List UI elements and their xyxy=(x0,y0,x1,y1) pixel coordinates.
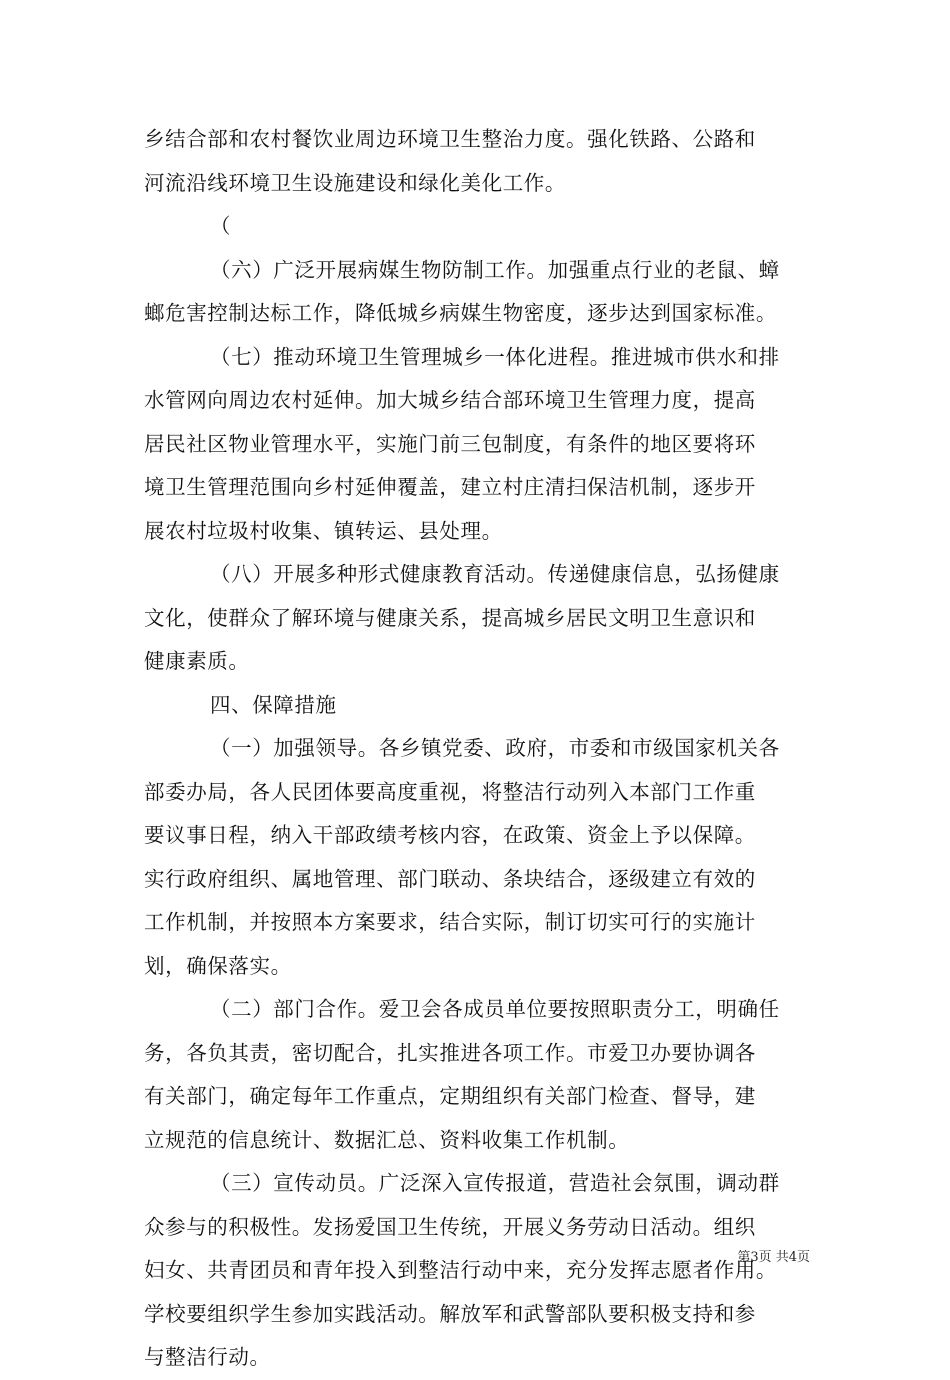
text-line: 水管网向周边农村延伸。加大城乡结合部环境卫生管理力度，提高 xyxy=(144,388,756,412)
text-line: 文化，使群众了解环境与健康关系，提高城乡居民文明卫生意识和 xyxy=(144,605,756,630)
text-line: 境卫生管理范围向乡村延伸覆盖，建立村庄清扫保洁机制，逐步开 xyxy=(144,475,756,499)
text-line: 众参与的积极性。发扬爱国卫生传统，开展义务劳动日活动。组织 xyxy=(144,1214,756,1239)
document-body xyxy=(144,118,810,1380)
measure-one-heading-line: （一）加强领导。各乡镇党委、政府，市委和市级国家机关各 xyxy=(210,736,780,760)
measure-three-heading-line: （三）宣传动员。广泛深入宣传报道，营造社会氛围，调动群 xyxy=(210,1171,780,1195)
page-number-footer: 第3页 共4页 xyxy=(737,1250,810,1265)
text-line: 妇女、共青团员和青年投入到整洁行动中来，充分发挥志愿者作用。 xyxy=(144,1258,777,1282)
text-line: 居民社区物业管理水平，实施门前三包制度，有条件的地区要将环 xyxy=(144,431,756,456)
text-line: 乡结合部和农村餐饮业周边环境卫生整治力度。强化铁路、公路和 xyxy=(144,127,756,151)
text-line: 展农村垃圾村收集、镇转运、县处理。 xyxy=(144,518,503,543)
text-line: 健康素质。 xyxy=(144,649,250,673)
text-line: 务，各负其责，密切配合，扎实推进各项工作。市爱卫办要协调各 xyxy=(144,1040,756,1065)
text-line: 有关部门，确定每年工作重点，定期组织有关部门检查、督导，建 xyxy=(144,1084,756,1108)
text-line: 实行政府组织、属地管理、部门联动、条块结合，逐级建立有效的 xyxy=(144,866,756,891)
text-line: 立规范的信息统计、数据汇总、资料收集工作机制。 xyxy=(144,1127,630,1152)
text-line: 河流沿线环境卫生设施建设和绿化美化工作。 xyxy=(144,170,566,195)
section-six-heading-line: （六）广泛开展病媒生物防制工作。加强重点行业的老鼠、蟑 xyxy=(210,257,780,282)
text-line: 与整洁行动。 xyxy=(144,1345,271,1369)
text-line: （ xyxy=(210,214,232,238)
section-seven-heading-line: （七）推动环境卫生管理城乡一体化进程。推进城市供水和排 xyxy=(210,344,780,369)
text-line: 螂危害控制达标工作，降低城乡病媒生物密度，逐步达到国家标准。 xyxy=(144,301,777,325)
text-line: 部委办局，各人民团体要高度重视，将整洁行动列入本部门工作重 xyxy=(144,779,756,804)
text-line: 学校要组织学生参加实践活动。解放军和武警部队要积极支持和参 xyxy=(144,1301,756,1326)
chapter-four-heading: 四、保障措施 xyxy=(210,692,337,717)
text-line: 要议事日程，纳入干部政绩考核内容，在政策、资金上予以保障。 xyxy=(144,823,756,847)
text-line: 工作机制，并按照本方案要求，结合实际，制订切实可行的实施计 xyxy=(144,910,756,934)
text-line: 划，确保落实。 xyxy=(144,953,292,978)
section-eight-heading-line: （八）开展多种形式健康教育活动。传递健康信息，弘扬健康 xyxy=(210,562,780,586)
measure-two-heading-line: （二）部门合作。爱卫会各成员单位要按照职责分工，明确任 xyxy=(210,997,780,1021)
